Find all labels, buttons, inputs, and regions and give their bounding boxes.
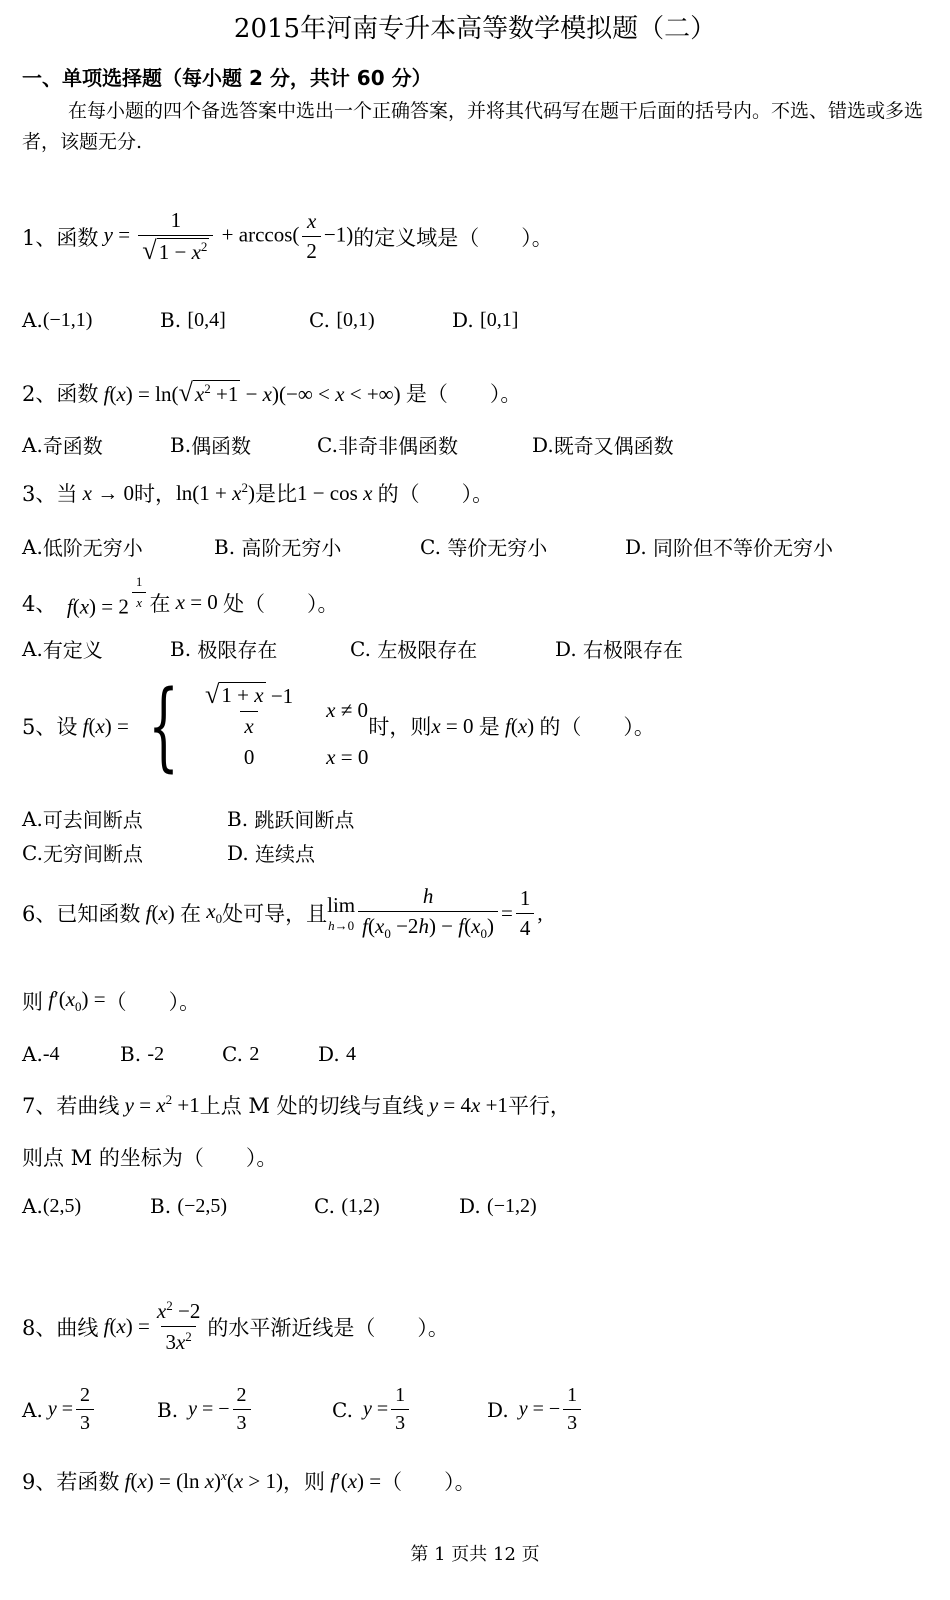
option-d[interactable]: D. 连续点 [227,840,316,866]
option-b[interactable]: B. 偶函数 [170,432,252,458]
question-2: 2、 函数 f(x) = ln( √ $x^2 +1$ − x)(−∞ < x < +∞) 是（ ）。 [22,377,522,407]
question-7: 7、 若曲线 $y = x^2 +1$ 上点 M 处的切线与直线 y = 4x +1 平行， [22,1092,571,1118]
question-8: 8、 曲线 f(x) = $\frac{x^2 -2}{3x^2}$ 的水平渐近线是（ ）。 [22,1298,449,1354]
question-9: 9、 若函数 f(x) = (ln x)$^x$(x > 1) ，则 f′(x) = （ ）。 [22,1468,476,1494]
option-c[interactable]: C. 无穷间断点 [22,840,143,866]
option-b[interactable]: B. -2 [120,1042,165,1066]
option-c[interactable]: C. 2 [222,1042,260,1066]
option-c[interactable]: C. 非奇非偶函数 [317,432,458,458]
option-d[interactable]: D. y = − $\frac{1}{3}$ [487,1384,584,1435]
option-a[interactable]: A. 有定义 [22,636,103,662]
option-a[interactable]: A. 奇函数 [22,432,103,458]
question-1 [22,208,553,265]
option-d[interactable]: D. 同阶但不等价无穷小 [625,534,834,560]
question-5: 5、 设 f(x) = { √ 1 + x −1 x x ≠ 0 0 x = 0 时，则 x = 0 是 f(x) 的（ ）。 [22,670,655,782]
option-d[interactable]: D. (−1,2) [459,1194,537,1218]
page-title: 2015年河南专升本高等数学模拟题（二） [233,14,717,44]
left-brace: { [148,670,179,782]
option-c[interactable]: C. 等价无穷小 [420,534,548,560]
option-a[interactable]: A. y = $\frac{2}{3}$ [22,1384,97,1435]
question-3: 3、 当 x → 0 时， $\ln(1 + x^2)$ 是比 1 − cos x 的（ ）。 [22,480,494,506]
question-4: 4、 f(x) = 2 $^{\frac{1}{x}}$ 在 x = 0 处（ ）。 [22,574,339,619]
option-b[interactable]: B. (−2,5) [150,1194,228,1218]
option-b[interactable]: B. 跳跃间断点 [227,806,355,832]
option-a[interactable]: A. -4 [22,1042,60,1066]
option-d[interactable]: D. 既奇又偶函数 [532,432,674,458]
question-number: 1、 [22,225,57,250]
section-instructions: 在每小题的四个备选答案中选出一个正确答案，并将其代码写在题干后面的括号内。不选、错选或多选者，该题无分. [22,100,924,153]
piecewise-cases: √ 1 + x −1 x x ≠ 0 0 x = 0 [204,680,369,769]
question-6-line2: 则 $f'(x_0)$ = （ ）。 [22,986,201,1015]
formula: y = 1 √ $1 - x^2$ + arccos( $\frac{x}{2}$ −1) [98,208,354,265]
option-b[interactable]: B. 高阶无穷小 [214,534,342,560]
page-footer: 第 1 页共 12 页 [410,1544,540,1565]
option-a[interactable]: A. 低阶无穷小 [22,534,143,560]
question-prefix: 函数 [56,225,99,250]
option-c[interactable]: C. y = $\frac{1}{3}$ [332,1384,412,1435]
question-suffix: 的定义域是（ ）。 [353,225,553,250]
option-c[interactable]: C. 左极限存在 [350,636,478,662]
limit-operator: lim h→0 [327,892,356,933]
option-b[interactable]: B. 极限存在 [170,636,278,662]
formula: f(x) = ln( √ $x^2 +1$ − x)(−∞ < x < +∞) [98,377,401,407]
option-c[interactable]: C. (1,2) [314,1194,380,1218]
option-a[interactable]: A. (−1,1) [22,308,93,332]
section-heading: 一、单项选择题（每小题 2 分，共计 60 分） [22,66,432,90]
option-a[interactable]: A. (2,5) [22,1194,82,1218]
option-a[interactable]: A. 可去间断点 [22,806,143,832]
option-d[interactable]: D. [0,1] [452,308,519,332]
question-7-line2: 则点 M 的坐标为（ ）。 [22,1146,278,1170]
option-b[interactable]: B. [0,4] [160,308,226,332]
option-d[interactable]: D. 4 [318,1042,357,1066]
question-6: 6、 已知函数 f(x) 在 $x_0$ 处可导，且 lim h→0 $\frac{h}{f(x_0 -2h) - f(x_0)}$ = $\frac{1}{4}$ , [22,884,543,942]
option-c[interactable]: C. [0,1) [309,308,375,332]
option-d[interactable]: D. 右极限存在 [555,636,684,662]
option-b[interactable]: B. y = − $\frac{2}{3}$ [157,1384,254,1435]
